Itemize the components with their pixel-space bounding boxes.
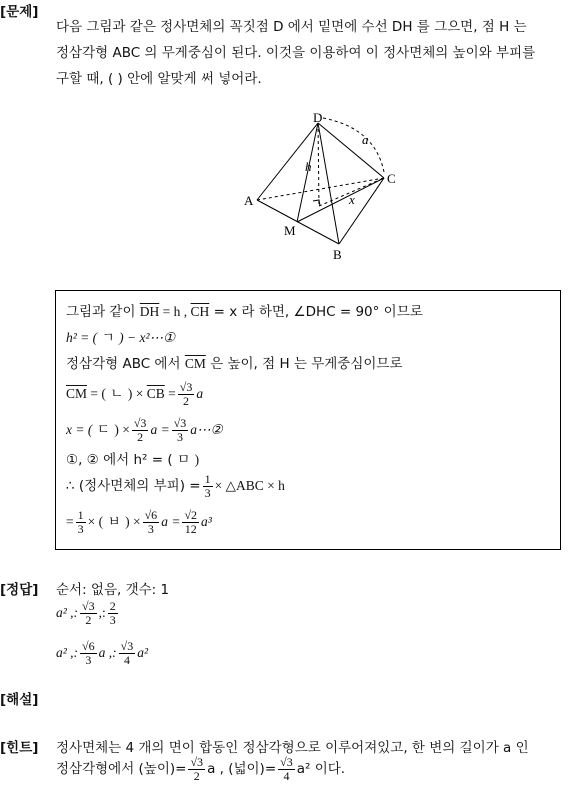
denominator: 12 [184, 521, 197, 536]
tetrahedron-figure [235, 105, 415, 265]
numerator: 1 [77, 507, 84, 522]
box-line-1 [66, 301, 423, 323]
problem-text [56, 14, 586, 92]
fraction [132, 417, 149, 444]
fraction [80, 600, 97, 627]
text: a² [137, 645, 149, 660]
edge-CB [339, 178, 384, 244]
text: a = [161, 514, 181, 529]
answer-line-3 [56, 638, 148, 668]
blank-giyeok: ㄱ [101, 330, 115, 346]
denominator: 2 [183, 393, 190, 408]
hint-tag: [힌트] [0, 740, 39, 756]
numerator: √3 [173, 415, 187, 430]
text: = [66, 514, 74, 529]
numerator: 2 [109, 598, 116, 613]
fraction [278, 756, 295, 783]
numerator: √3 [133, 415, 147, 430]
segment-DH-text: $\overline{DH}$ [139, 304, 160, 319]
numerator: √6 [82, 638, 95, 653]
fraction [76, 509, 86, 536]
label-x: x [349, 192, 355, 207]
text: a , (넓이)= [207, 761, 277, 777]
text: h² = ( [66, 330, 98, 345]
problem-line-3: 구할 때, ( ) 안에 알맞게 써 넣어라. [56, 71, 262, 87]
numerator: √3 [120, 638, 134, 653]
label-C: C [387, 171, 396, 186]
label-h: h [305, 159, 312, 174]
label-B: B [333, 247, 342, 262]
text: × △ABC × h [214, 478, 285, 493]
blank-digeut: ㄷ [96, 422, 110, 438]
numerator: 1 [204, 471, 211, 486]
explanation-tag: [해설] [0, 692, 39, 708]
text: ) × [127, 386, 147, 401]
label-D: D [313, 110, 323, 125]
problem-line-1: 다음 그림과 같은 정사면체의 꼭짓점 D 에서 밑면에 수선 DH 를 그으면, 점 H 는 [56, 19, 527, 35]
segment-CH-text: $\overline{CH}$ [190, 304, 210, 319]
text: = [164, 386, 176, 401]
label-M: M [284, 223, 296, 238]
segment-CM-text: $\overline{CM}$ [184, 356, 206, 371]
denominator: 2 [137, 429, 144, 444]
problem-line-2: 정삼각형 ABC 의 무게중심이 된다. 이것을 이용하여 이 정사면체의 높이와 부피를 [56, 45, 536, 61]
blank-mieum: ㅁ [177, 452, 191, 468]
text: a² ,: [56, 645, 79, 660]
fraction [108, 600, 118, 627]
numerator: √3 [280, 754, 293, 769]
text: x = ( [66, 422, 93, 437]
text: a² 이다. [296, 761, 346, 777]
fraction [178, 381, 195, 408]
numerator: √3 [82, 598, 95, 613]
text: 정삼각형 ABC 에서 [66, 356, 185, 372]
denominator: 4 [123, 652, 130, 667]
text: 정삼각형에서 (높이)= [56, 761, 187, 777]
answer-line-2 [56, 598, 120, 628]
segment-CM-text: $\overline{CM}$ [66, 386, 88, 401]
answer-line-1: 순서: 없음, 갯수: 1 [56, 582, 170, 598]
answer-tag: [정답] [0, 582, 39, 598]
text: ) − x²⋯① [119, 330, 176, 345]
fraction [188, 756, 205, 783]
denominator: 3 [147, 521, 154, 536]
hint-line-1: 정사면체는 4 개의 면이 합동인 정삼각형으로 이루어져있고, 한 변의 길이가 a 인 [56, 740, 529, 756]
denominator: 2 [193, 768, 200, 783]
text: ①, ② 에서 h² = ( [66, 452, 173, 468]
box-line-3 [66, 353, 403, 375]
fraction [172, 417, 189, 444]
fraction [119, 640, 136, 667]
text: ,: [98, 605, 106, 620]
text: 그림과 같이 [66, 304, 140, 320]
segment-CM [297, 178, 384, 222]
numerator: √3 [179, 379, 193, 394]
text: a³ [201, 514, 212, 529]
fraction [203, 473, 213, 500]
fraction [80, 640, 97, 667]
text: = ( [87, 386, 106, 401]
denominator: 3 [204, 485, 211, 500]
denominator: 3 [77, 521, 84, 536]
text: a [196, 386, 204, 401]
denominator: 3 [85, 652, 92, 667]
box-line-8 [66, 507, 212, 537]
numerator: √6 [144, 507, 158, 522]
text: ∴ (정사면체의 부피) = [66, 478, 201, 494]
height-DH [318, 123, 319, 206]
edge-DB [318, 123, 339, 244]
numerator: √3 [190, 754, 204, 769]
box-line-7 [66, 471, 285, 501]
segment-CB-text: $\overline{CB}$ [146, 386, 165, 401]
box-line-5 [66, 415, 223, 445]
fraction [182, 509, 199, 536]
text: ) × [125, 514, 141, 529]
box-line-6 [66, 449, 199, 471]
blank-nieun: ㄴ [110, 386, 124, 402]
label-a: a [362, 132, 369, 147]
text: a² ,: [56, 605, 79, 620]
text: 은 높이, 점 H 는 무게중심이므로 [205, 356, 403, 372]
denominator: 4 [283, 768, 290, 783]
fraction [143, 509, 160, 536]
text: = x 라 하면, ∠DHC = 90° 이므로 [209, 304, 423, 320]
box-line-4 [66, 379, 203, 409]
text: × ( [87, 514, 104, 529]
text: ) × [114, 422, 130, 437]
text: = h , [159, 304, 191, 319]
denominator: 3 [109, 612, 116, 627]
text: a⋯② [190, 422, 223, 437]
problem-tag: [문제] [0, 4, 39, 20]
label-A: A [244, 193, 254, 208]
text: a ,: [98, 645, 117, 660]
denominator: 2 [85, 612, 92, 627]
numerator: √2 [184, 507, 198, 522]
blank-bieup: ㅂ [107, 514, 121, 530]
arc-a [323, 118, 384, 172]
hint-line-2 [56, 754, 345, 784]
denominator: 3 [176, 429, 183, 444]
text: a = [150, 422, 170, 437]
solution-box [55, 290, 561, 550]
edge-AC-hidden [257, 178, 384, 200]
edge-DC [318, 123, 384, 178]
text: ) [194, 452, 200, 467]
box-line-2 [66, 327, 175, 349]
